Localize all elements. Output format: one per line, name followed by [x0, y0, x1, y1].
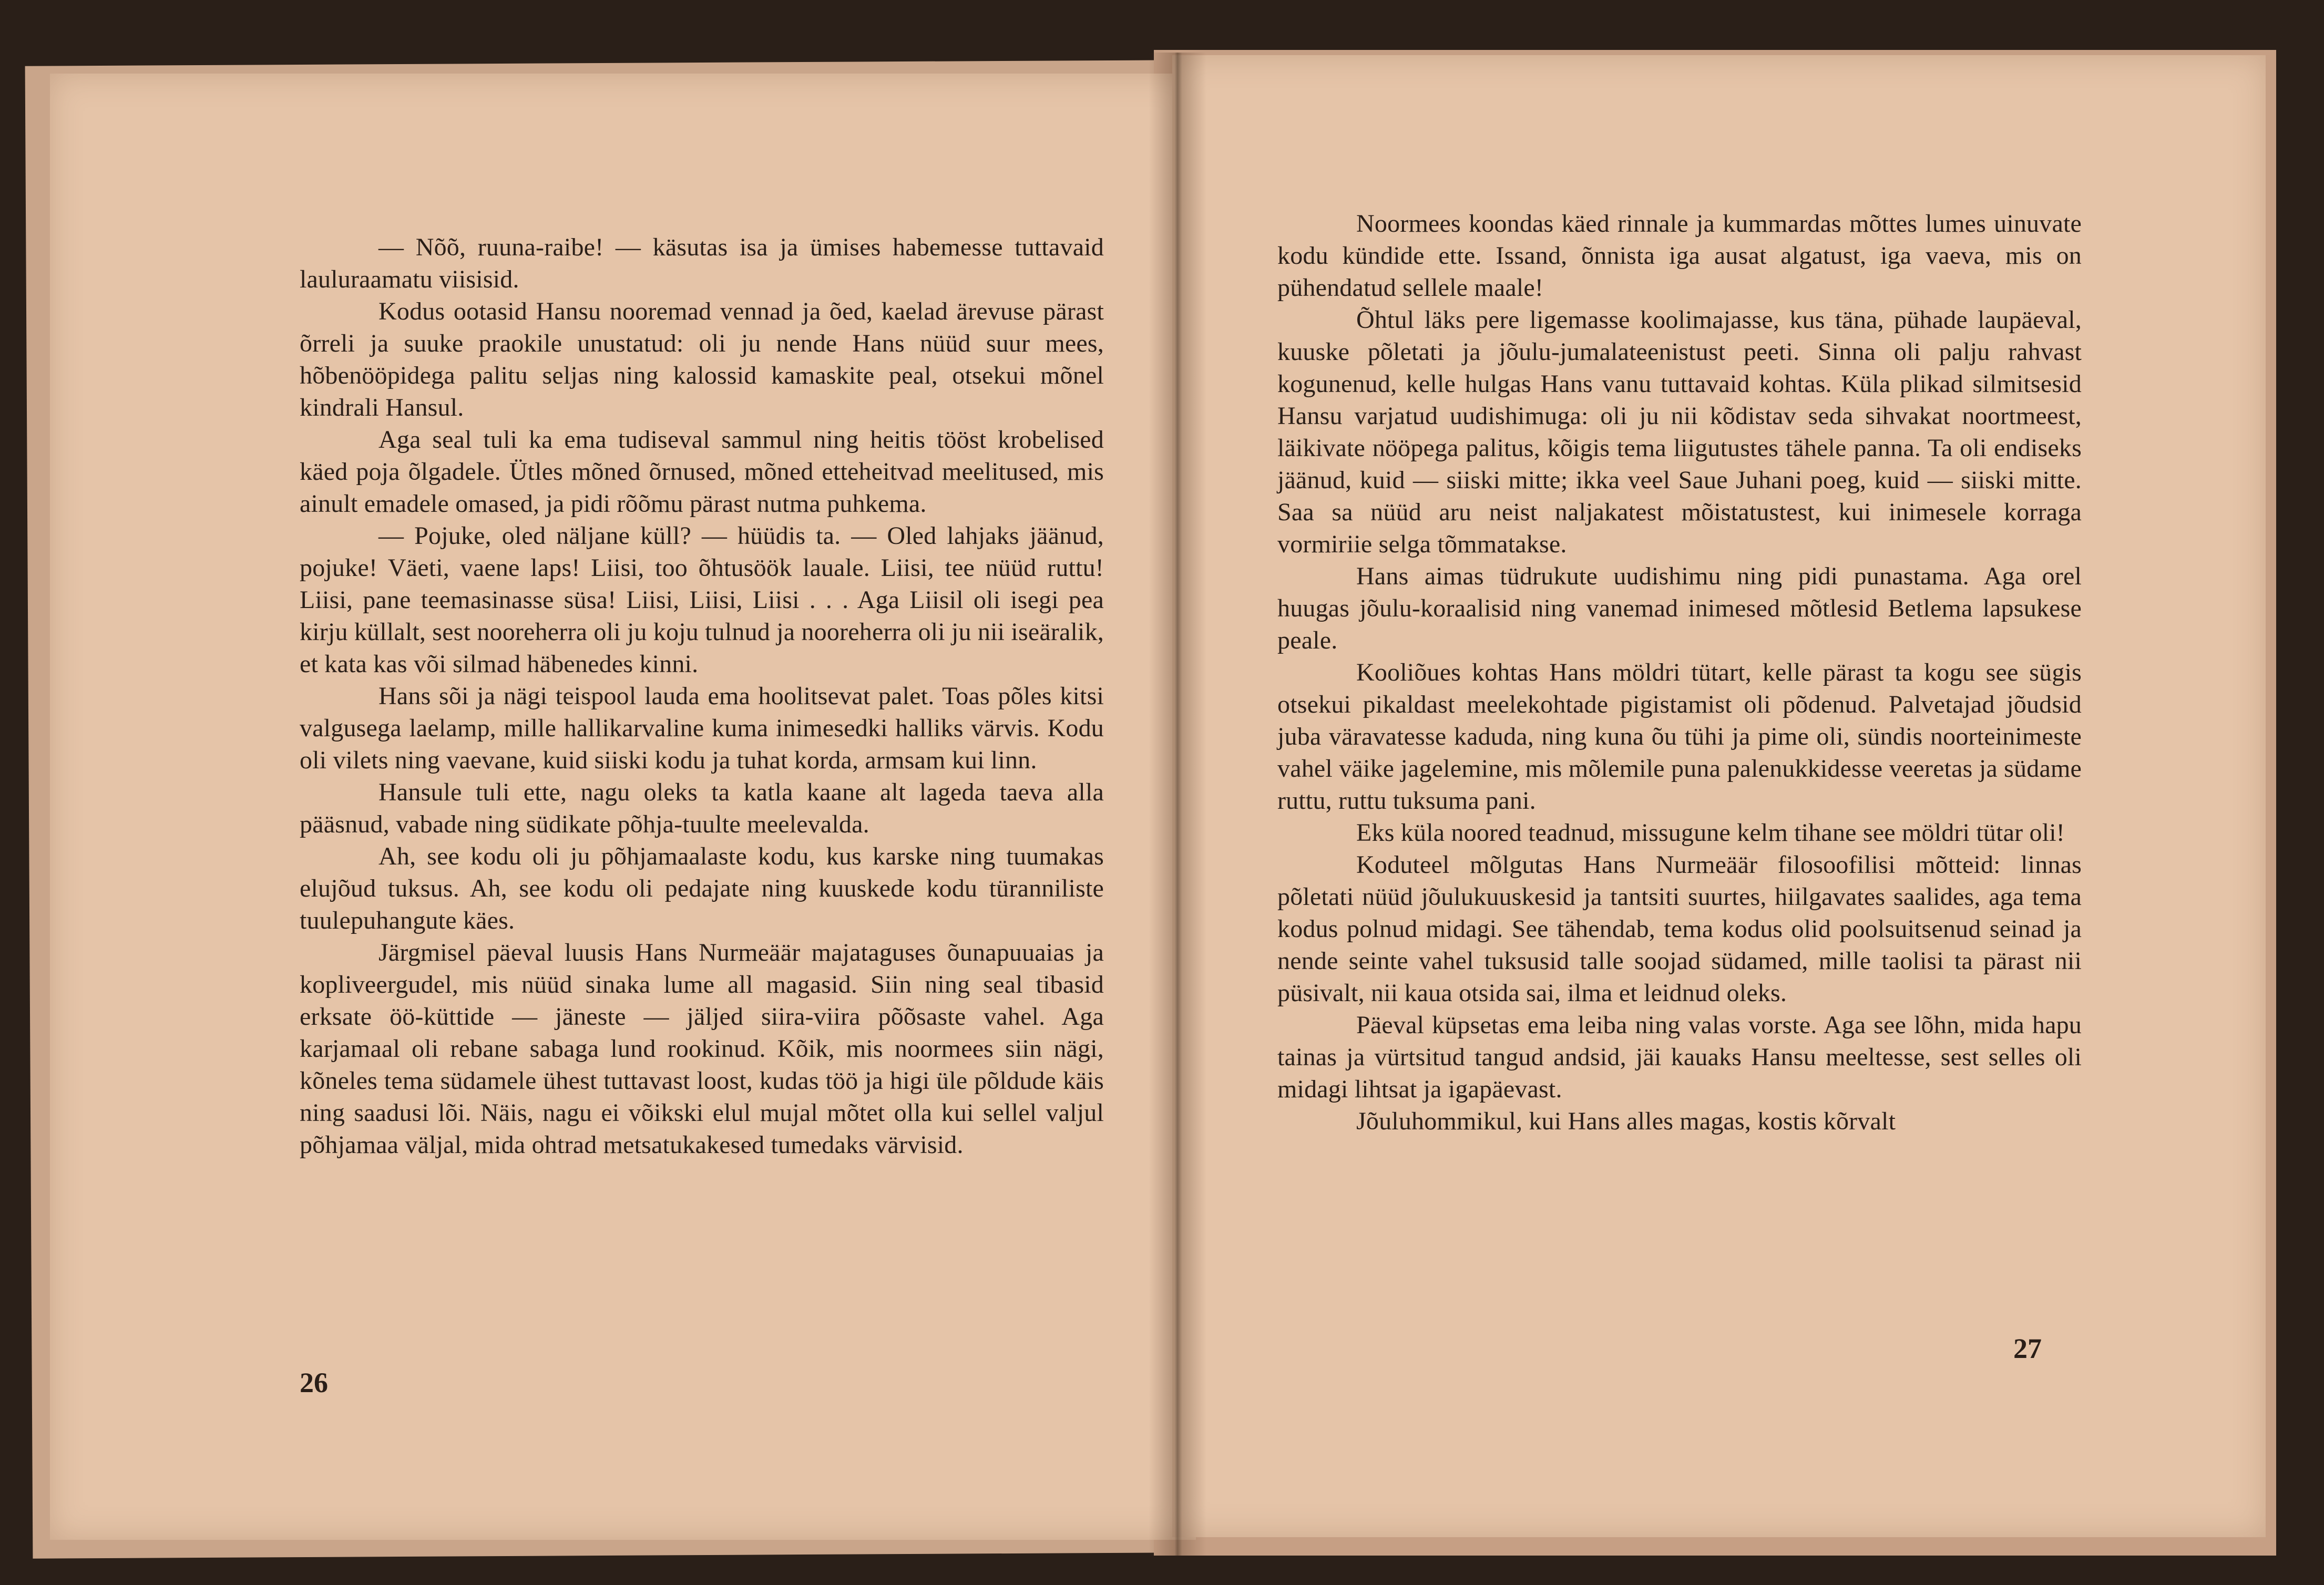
paragraph: Hans sõi ja nägi teispool lauda ema hoolitsevat palet. Toas põles kitsi valgusega laelamp, mille hallikarvaline kuma inimesedki halliks värvis. Kodu oli vilets ning vaevane, kuid siiski kodu ja tuhat korda, armsam kui linn.: [300, 682, 1104, 774]
paragraph: Hansule tuli ette, nagu oleks ta katla kaane alt lageda taeva alla pääsnud, vabade ning südikate põhja-tuulte meelevalda.: [300, 778, 1104, 838]
page-number: 26: [300, 1367, 328, 1398]
paragraph: — Nõõ, ruuna-raibe! — käsutas isa ja ümises habemesse tuttavaid lauluraamatu viisisid.: [300, 233, 1104, 293]
paragraph: Päeval küpsetas ema leiba ning valas vorste. Aga see lõhn, mida hapu tainas ja vürtsitud tangud andsid, jäi kauaks Hansu meeltesse, sest selles oli midagi lihtsat ja igapäevast.: [1277, 1011, 2082, 1103]
paragraph: Koduteel mõlgutas Hans Nurmeäär filosoofilisi mõtteid: linnas põletati nüüd jõulukuuskesid ja tantsiti suurtes, hiilgavates saalides, aga tema kodus polnud midagi. See tähendab, tema kodus olid poolsuitsenud seinad ja nende seinte vahel tuksusid talle soojad südamed, mille taolisi ta pärast nii püsivalt, nii kaua otsida sai, ilma et leidnud oleks.: [1277, 851, 2082, 1007]
book-gutter: [1149, 53, 1206, 1556]
paragraph: — Pojuke, oled näljane küll? — hüüdis ta. — Oled lahjaks jäänud, pojuke! Väeti, vaene laps! Liisi, too õhtusöök lauale. Liisi, tee nüüd ruttu! Liisi, pane teemasinasse süsa! Liisi, Liisi, Liisi . . . Aga Liisil oli isegi pea kirju küllalt, sest nooreherra oli ju koju tulnud ja nooreherra oli ju nii iseäralik, et kata kas või silmad häbenedes kinni.: [300, 522, 1104, 678]
left-page: [50, 74, 1196, 1540]
left-page-text: [300, 231, 1104, 1161]
paragraph: Noormees koondas käed rinnale ja kummardas mõttes lumes uinuvate kodu kündide ette. Issand, õnnista iga ausat algatust, iga vaeva, mis on pühendatud sellele maale!: [1277, 210, 2082, 302]
paragraph: Aga seal tuli ka ema tudiseval sammul ning heitis tööst krobelised käed poja õlgadele. Ütles mõned õrnused, mõned etteheitvad meelitused, mis ainult emadele omased, ja pidi rõõmu pärast nutma puhkema.: [300, 426, 1104, 518]
paragraph: Eks küla noored teadnud, missugune kelm tihane see möldri tütar oli!: [1356, 819, 2065, 847]
paragraph: Kodus ootasid Hansu nooremad vennad ja õed, kaelad ärevuse pärast õrreli ja suuke praokile unustatud: oli ju nende Hans nüüd suur mees, hõbenööpidega palitu seljas ning kalossid kamaskite peal, otsekui mõnel kindrali Hansul.: [300, 297, 1104, 421]
paragraph: Hans aimas tüdrukute uudishimu ning pidi punastama. Aga orel huugas jõulu-koraalisid ning vanemad inimesed mõtlesid Betlema lapsukese peale.: [1277, 562, 2082, 654]
paragraph: Järgmisel päeval luusis Hans Nurmeäär majataguses õunapuuaias ja kopliveergudel, mis nüüd sinaka lume all magasid. Siin ning seal tibasid erksate öö-küttide — jäneste — jäljed siira-viira põõsaste vahel. Aga karjamaal oli rebane sabaga lund rookinud. Kõik, mis noormees siin nägi, kõneles tema südamele ühest tuttavast loost, kudas töö ja higi üle põldude käis ning saadusi lõi. Näis, nagu ei võikski elul mujal mõtet olla kui sellel valjul põhjamaa väljal, mida ohtrad metsatukakesed tumedaks värvisid.: [300, 939, 1104, 1159]
right-page-text: [1277, 208, 2082, 1137]
paragraph: Õhtul läks pere ligemasse koolimajasse, kus täna, pühade laupäeval, kuuske põletati ja jõulu-jumalateenistust peeti. Sinna oli palju rahvast kogunenud, kelle hulgas Hans vanu tuttavaid kohtas. Küla plikad silmitsesid Hansu varjatud uudishimuga: oli ju nii kõdistav seda sihvakat noortmeest, läikivate nööpega palitus, kõigis tema liigutustes tähele panna. Ta oli endiseks jäänud, kuid — siiski mitte; ikka veel Saue Juhani poeg, kuid — siiski mitte. Saa sa nüüd aru neist naljakatest mõistatustest, kui inimesele korraga vormiriie selga tõmmatakse.: [1277, 306, 2082, 558]
paragraph: Ah, see kodu oli ju põhjamaalaste kodu, kus karske ning tuumakas elujõud tuksus. Ah, see kodu oli pedajate ning kuuskede kodu türanniliste tuulepuhangute käes.: [300, 842, 1104, 934]
paragraph: Kooliõues kohtas Hans möldri tütart, kelle pärast ta kogu see sügis otsekui pikaldast meelekohtade pigistamist oli põdenud. Palvetajad jõudsid juba väravatesse kaduda, ning kuna õu tühi ja pime oli, sündis noorteinimeste vahel väike jagelemine, mis mõlemile puna palenukkidesse veeretas ja südame ruttu, ruttu tuksuma pani.: [1277, 658, 2082, 815]
right-page: [1172, 55, 2266, 1537]
page-number: 27: [2013, 1333, 2042, 1364]
paragraph: Jõuluhommikul, kui Hans alles magas, kostis kõrvalt: [1356, 1107, 1896, 1135]
